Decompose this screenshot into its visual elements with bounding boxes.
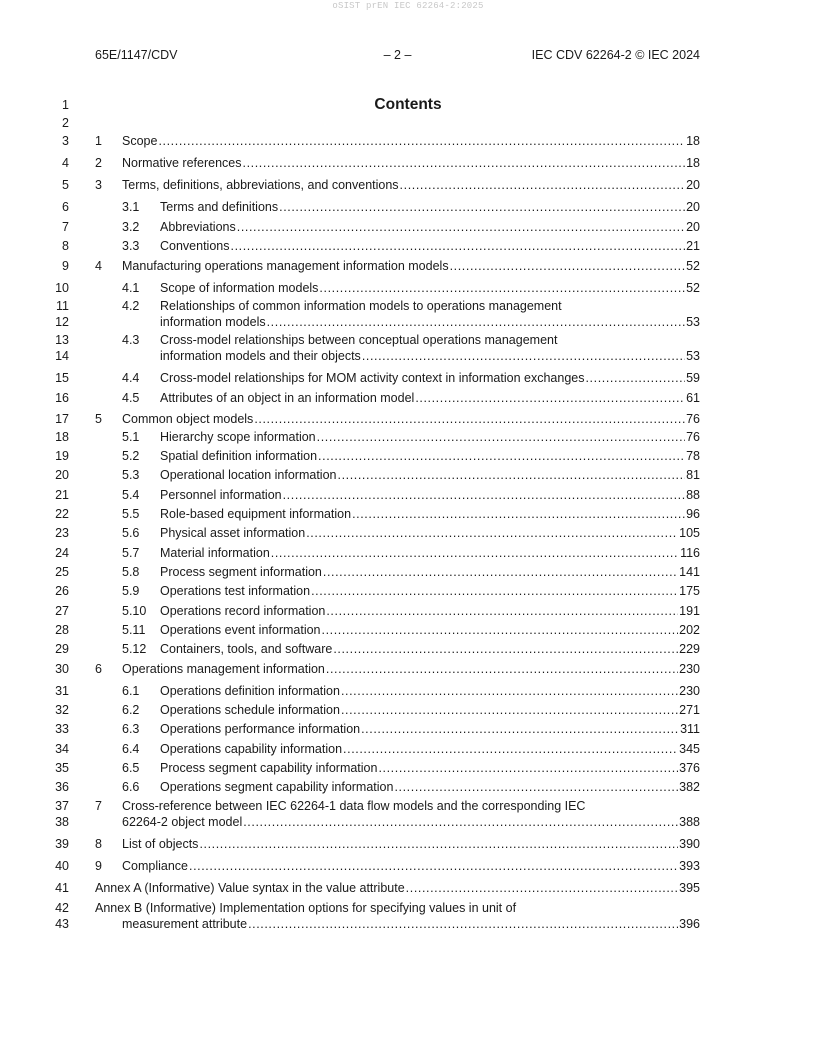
- line-number: 36: [55, 780, 69, 794]
- section-number: 3: [95, 178, 102, 192]
- section-number: 5.12: [122, 642, 147, 656]
- toc-entry[interactable]: [0, 177, 816, 193]
- page-reference: 76: [686, 430, 700, 444]
- page-number: – 2 –: [383, 48, 412, 62]
- section-number: 4.2: [122, 299, 140, 313]
- dot-leader: [317, 429, 685, 445]
- toc-entry[interactable]: [0, 641, 816, 657]
- section-number: 6.2: [122, 703, 140, 717]
- page-reference: 52: [686, 281, 700, 295]
- section-number: 5: [95, 412, 102, 426]
- toc-link[interactable]: [122, 661, 700, 677]
- section-number: 4.4: [122, 371, 140, 385]
- page-reference: 21: [686, 239, 700, 253]
- toc-entry[interactable]: [0, 683, 816, 699]
- page-reference: 202: [679, 623, 700, 637]
- toc-entry[interactable]: [0, 448, 816, 464]
- toc-link[interactable]: [122, 177, 700, 193]
- toc-entry-title: Personnel information: [160, 488, 282, 502]
- page-reference: 96: [686, 507, 700, 521]
- dot-leader: [199, 836, 678, 852]
- section-number: 6.4: [122, 742, 140, 756]
- toc-link[interactable]: [122, 155, 700, 171]
- dot-leader: [406, 880, 678, 896]
- toc-entry-title: Operations schedule information: [160, 703, 340, 717]
- dot-leader: [189, 858, 678, 874]
- line-number: 32: [55, 703, 69, 717]
- toc-entry-title-line1: Cross-reference between IEC 62264-1 data flow models and the corresponding IEC: [122, 799, 586, 813]
- toc-entry-title: Cross-model relationships for MOM activity context in information exchanges: [160, 371, 585, 385]
- toc-entry[interactable]: [0, 880, 816, 896]
- section-number: 6: [95, 662, 102, 676]
- toc-link[interactable]: [160, 525, 700, 541]
- line-number: 35: [55, 761, 69, 775]
- toc-entry-title: Operations event information: [160, 623, 321, 637]
- page-reference: 20: [686, 220, 700, 234]
- line-number: 37: [55, 799, 69, 813]
- toc-link[interactable]: [160, 721, 700, 737]
- toc-link[interactable]: [160, 467, 700, 483]
- dot-leader: [333, 641, 678, 657]
- line-number: 22: [55, 507, 69, 521]
- line-number: 39: [55, 837, 69, 851]
- dot-leader: [338, 467, 686, 483]
- toc-entry[interactable]: [0, 467, 816, 483]
- toc-entry[interactable]: [0, 779, 816, 795]
- toc-entry[interactable]: [0, 258, 816, 274]
- section-number: 4.5: [122, 391, 140, 405]
- toc-entry[interactable]: [0, 564, 816, 580]
- toc-link[interactable]: [160, 390, 700, 406]
- section-number: 5.8: [122, 565, 140, 579]
- section-number: 4.1: [122, 281, 140, 295]
- line-number: 18: [55, 430, 69, 444]
- page-reference: 271: [679, 703, 700, 717]
- page-reference: 20: [686, 178, 700, 192]
- toc-link[interactable]: [160, 219, 700, 235]
- dot-leader: [271, 545, 679, 561]
- page-reference: 175: [679, 584, 700, 598]
- section-number: 3.1: [122, 200, 140, 214]
- toc-link[interactable]: [160, 564, 700, 580]
- section-number: 4: [95, 259, 102, 273]
- page-reference: 393: [679, 859, 700, 873]
- dot-leader: [311, 583, 678, 599]
- section-number: 5.4: [122, 488, 140, 502]
- toc-link[interactable]: [160, 280, 700, 296]
- toc-link[interactable]: [122, 411, 700, 427]
- page-reference: 78: [686, 449, 700, 463]
- section-number: 5.6: [122, 526, 140, 540]
- line-number: 17: [55, 412, 69, 426]
- dot-leader: [415, 390, 685, 406]
- page-reference: 311: [680, 722, 700, 736]
- line-number: 7: [62, 220, 69, 234]
- toc-entry-title: measurement attribute: [122, 917, 248, 931]
- line-number: 29: [55, 642, 69, 656]
- page-header: [95, 48, 700, 64]
- line-number: 31: [55, 684, 69, 698]
- page-reference: 376: [679, 761, 700, 775]
- toc-link[interactable]: [160, 348, 700, 364]
- line-number: 12: [55, 315, 69, 329]
- section-number: 6.6: [122, 780, 140, 794]
- line-number: 10: [55, 281, 69, 295]
- toc-entry-title: Operational location information: [160, 468, 337, 482]
- dot-leader: [326, 661, 678, 677]
- toc-entry-title: Operations definition information: [160, 684, 340, 698]
- toc-link[interactable]: [122, 258, 700, 274]
- section-number: 3.3: [122, 239, 140, 253]
- toc-entry[interactable]: [0, 133, 816, 149]
- line-number: 27: [55, 604, 69, 618]
- line-number: 23: [55, 526, 69, 540]
- line-number: 34: [55, 742, 69, 756]
- toc-link[interactable]: [160, 760, 700, 776]
- line-number: 43: [55, 917, 69, 931]
- toc-entry-title: Operations segment capability information: [160, 780, 394, 794]
- section-number: 4.3: [122, 333, 140, 347]
- page-reference: 53: [686, 315, 700, 329]
- line-number: 40: [55, 859, 69, 873]
- toc-entry[interactable]: [0, 314, 816, 330]
- page-reference: 76: [686, 412, 700, 426]
- page-reference: 81: [686, 468, 700, 482]
- toc-entry[interactable]: [0, 238, 816, 254]
- toc-entry-first-line: [0, 900, 816, 916]
- toc-entry-title: Physical asset information: [160, 526, 306, 540]
- line-number: 26: [55, 584, 69, 598]
- line-number: 20: [55, 468, 69, 482]
- section-number: 5.3: [122, 468, 140, 482]
- page-reference: 18: [686, 134, 700, 148]
- page-reference: 20: [686, 200, 700, 214]
- dot-leader: [158, 133, 685, 149]
- toc-entry-title: Spatial definition information: [160, 449, 318, 463]
- toc-entry-title: Scope of information models: [160, 281, 319, 295]
- line-number: 19: [55, 449, 69, 463]
- toc-entry-title: Abbreviations: [160, 220, 236, 234]
- toc-entry-title: Scope: [122, 134, 158, 148]
- dot-leader: [237, 219, 685, 235]
- line-number: 2: [62, 116, 69, 130]
- toc-entry-title: Annex A (Informative) Value syntax in the value attribute: [95, 881, 405, 895]
- page-reference: 18: [686, 156, 700, 170]
- toc-entry[interactable]: [0, 583, 816, 599]
- line-number: 13: [55, 333, 69, 347]
- toc-entry-title: Terms, definitions, abbreviations, and conventions: [122, 178, 399, 192]
- page-reference: 382: [679, 780, 700, 794]
- line-number: 25: [55, 565, 69, 579]
- toc-entry-title: Operations record information: [160, 604, 326, 618]
- dot-leader: [318, 448, 685, 464]
- toc-entry[interactable]: [0, 741, 816, 757]
- page-title: Contents: [374, 96, 442, 113]
- dot-leader: [361, 721, 679, 737]
- line-number: 38: [55, 815, 69, 829]
- toc-link[interactable]: [160, 683, 700, 699]
- toc-entry[interactable]: [0, 525, 816, 541]
- page-reference: 53: [686, 349, 700, 363]
- toc-entry-first-line: [0, 332, 816, 348]
- line-number: 9: [62, 259, 69, 273]
- page-reference: 61: [686, 391, 700, 405]
- dot-leader: [394, 779, 678, 795]
- line-number: 14: [55, 349, 69, 363]
- section-number: 1: [95, 134, 102, 148]
- toc-link[interactable]: [122, 858, 700, 874]
- toc-entry[interactable]: [0, 155, 816, 171]
- toc-entry-title: Conventions: [160, 239, 230, 253]
- dot-leader: [341, 702, 678, 718]
- toc-entry[interactable]: [0, 280, 816, 296]
- toc-link[interactable]: [160, 622, 700, 638]
- toc-link[interactable]: [160, 314, 700, 330]
- toc-link[interactable]: [160, 641, 700, 657]
- toc-link[interactable]: [160, 429, 700, 445]
- dot-leader: [341, 683, 678, 699]
- line-number: 16: [55, 391, 69, 405]
- section-number: 6.3: [122, 722, 140, 736]
- section-number: 5.10: [122, 604, 147, 618]
- toc-entry-title: Compliance: [122, 859, 189, 873]
- toc-link[interactable]: [95, 880, 700, 896]
- page-reference: 390: [679, 837, 700, 851]
- dot-leader: [267, 314, 685, 330]
- dot-leader: [450, 258, 686, 274]
- section-number: 6.1: [122, 684, 140, 698]
- toc-link[interactable]: [160, 487, 700, 503]
- section-number: 5.7: [122, 546, 140, 560]
- line-number: 15: [55, 371, 69, 385]
- section-number: 3.2: [122, 220, 140, 234]
- page-reference: 52: [686, 259, 700, 273]
- toc-entry[interactable]: [0, 836, 816, 852]
- line-number: 41: [55, 881, 69, 895]
- dot-leader: [343, 741, 678, 757]
- toc-entry[interactable]: [0, 219, 816, 235]
- blank-row: [0, 115, 816, 131]
- toc-link[interactable]: [160, 506, 700, 522]
- dot-leader: [362, 348, 685, 364]
- dot-leader: [243, 155, 686, 171]
- toc-entry-title: Manufacturing operations management information models: [122, 259, 449, 273]
- line-number: 24: [55, 546, 69, 560]
- page-reference: 229: [679, 642, 700, 656]
- line-number: 28: [55, 623, 69, 637]
- toc-entry-title: Containers, tools, and software: [160, 642, 333, 656]
- toc-entry[interactable]: [0, 348, 816, 364]
- line-number: 33: [55, 722, 69, 736]
- toc-entry[interactable]: [0, 390, 816, 406]
- toc-link[interactable]: [160, 448, 700, 464]
- section-number: 5.2: [122, 449, 140, 463]
- line-number: 3: [62, 134, 69, 148]
- page-reference: 141: [679, 565, 700, 579]
- toc-entry[interactable]: [0, 760, 816, 776]
- dot-leader: [400, 177, 686, 193]
- toc-entry[interactable]: [0, 487, 816, 503]
- line-number: 42: [55, 901, 69, 915]
- page-reference: 230: [679, 662, 700, 676]
- dot-leader: [279, 199, 685, 215]
- toc-link[interactable]: [160, 603, 700, 619]
- section-number: 5.11: [122, 623, 146, 637]
- section-number: 5.1: [122, 430, 140, 444]
- section-number: 5.5: [122, 507, 140, 521]
- toc-entry-title: information models: [160, 315, 266, 329]
- copyright-notice: IEC CDV 62264-2 © IEC 2024: [531, 48, 700, 62]
- dot-leader: [585, 370, 685, 386]
- toc-link[interactable]: [122, 916, 700, 932]
- toc-link[interactable]: [160, 779, 700, 795]
- section-number: 5.9: [122, 584, 140, 598]
- toc-link[interactable]: [160, 199, 700, 215]
- toc-entry[interactable]: [0, 199, 816, 215]
- toc-link[interactable]: [160, 370, 700, 386]
- toc-entry-title: Operations management information: [122, 662, 325, 676]
- page-reference: 395: [679, 881, 700, 895]
- toc-entry[interactable]: [0, 916, 816, 932]
- line-number: 30: [55, 662, 69, 676]
- line-number: 6: [62, 200, 69, 214]
- document-reference: 65E/1147/CDV: [95, 48, 178, 62]
- dot-leader: [378, 760, 678, 776]
- section-number: 6.5: [122, 761, 140, 775]
- line-number: 11: [56, 299, 69, 313]
- section-number: 7: [95, 799, 102, 813]
- toc-link[interactable]: [160, 583, 700, 599]
- toc-link[interactable]: [160, 741, 700, 757]
- toc-entry-title: Material information: [160, 546, 270, 560]
- toc-entry-title: Role-based equipment information: [160, 507, 352, 521]
- toc-entry-title: Process segment capability information: [160, 761, 378, 775]
- line-number: 1: [62, 98, 69, 112]
- line-number: 8: [62, 239, 69, 253]
- dot-leader: [323, 564, 678, 580]
- toc-entry-title: Attributes of an object in an information model: [160, 391, 415, 405]
- toc-entry[interactable]: [0, 814, 816, 830]
- dot-leader: [322, 622, 679, 638]
- toc-entry-title: 62264-2 object model: [122, 815, 243, 829]
- toc-link[interactable]: [122, 133, 700, 149]
- section-number: 2: [95, 156, 102, 170]
- toc-entry-title: Operations performance information: [160, 722, 361, 736]
- toc-entry[interactable]: [0, 411, 816, 427]
- toc-entry-first-line: [0, 298, 816, 314]
- toc-entry-title-line1: Cross-model relationships between conceptual operations management: [160, 333, 558, 347]
- line-number: 21: [55, 488, 69, 502]
- toc-link[interactable]: [122, 814, 700, 830]
- toc-link[interactable]: [122, 836, 700, 852]
- dot-leader: [306, 525, 678, 541]
- toc-entry-title: Terms and definitions: [160, 200, 279, 214]
- toc-entry[interactable]: [0, 661, 816, 677]
- toc-entry-title: Operations capability information: [160, 742, 343, 756]
- toc-entry[interactable]: [0, 702, 816, 718]
- dot-leader: [231, 238, 686, 254]
- toc-entry[interactable]: [0, 622, 816, 638]
- toc-entry-title: Normative references: [122, 156, 242, 170]
- dot-leader: [319, 280, 685, 296]
- page-reference: 345: [679, 742, 700, 756]
- dot-leader: [326, 603, 678, 619]
- watermark: oSIST prEN IEC 62264-2:2025: [332, 1, 484, 11]
- toc-link[interactable]: [160, 702, 700, 718]
- toc-entry-first-line: [0, 798, 816, 814]
- toc-entry[interactable]: [0, 370, 816, 386]
- toc-entry[interactable]: [0, 545, 816, 561]
- section-number: 9: [95, 859, 102, 873]
- toc-entry[interactable]: [0, 506, 816, 522]
- line-number: 4: [62, 156, 69, 170]
- toc-entry-title: Common object models: [122, 412, 254, 426]
- dot-leader: [243, 814, 678, 830]
- toc-entry-title: Operations test information: [160, 584, 311, 598]
- toc-link[interactable]: [160, 238, 700, 254]
- line-number: 5: [62, 178, 69, 192]
- toc-entry[interactable]: [0, 603, 816, 619]
- dot-leader: [254, 411, 685, 427]
- toc-entry[interactable]: [0, 858, 816, 874]
- toc-entry-title: Hierarchy scope information: [160, 430, 316, 444]
- toc-link[interactable]: [160, 545, 700, 561]
- toc-entry-title: information models and their objects: [160, 349, 361, 363]
- toc-entry-title-line1: Annex B (Informative) Implementation options for specifying values in unit of: [95, 901, 517, 915]
- page-reference: 116: [680, 546, 700, 560]
- page-reference: 59: [686, 371, 700, 385]
- toc-entry-title-line1: Relationships of common information models to operations management: [160, 299, 562, 313]
- toc-entry-title: List of objects: [122, 837, 199, 851]
- dot-leader: [352, 506, 685, 522]
- page-reference: 88: [686, 488, 700, 502]
- page-reference: 105: [679, 526, 700, 540]
- section-number: 8: [95, 837, 102, 851]
- toc-entry[interactable]: [0, 721, 816, 737]
- toc-entry-title: Process segment information: [160, 565, 322, 579]
- page-reference: 396: [679, 917, 700, 931]
- page-reference: 191: [679, 604, 700, 618]
- page-reference: 388: [679, 815, 700, 829]
- dot-leader: [283, 487, 685, 503]
- page-reference: 230: [679, 684, 700, 698]
- dot-leader: [248, 916, 678, 932]
- toc-entry[interactable]: [0, 429, 816, 445]
